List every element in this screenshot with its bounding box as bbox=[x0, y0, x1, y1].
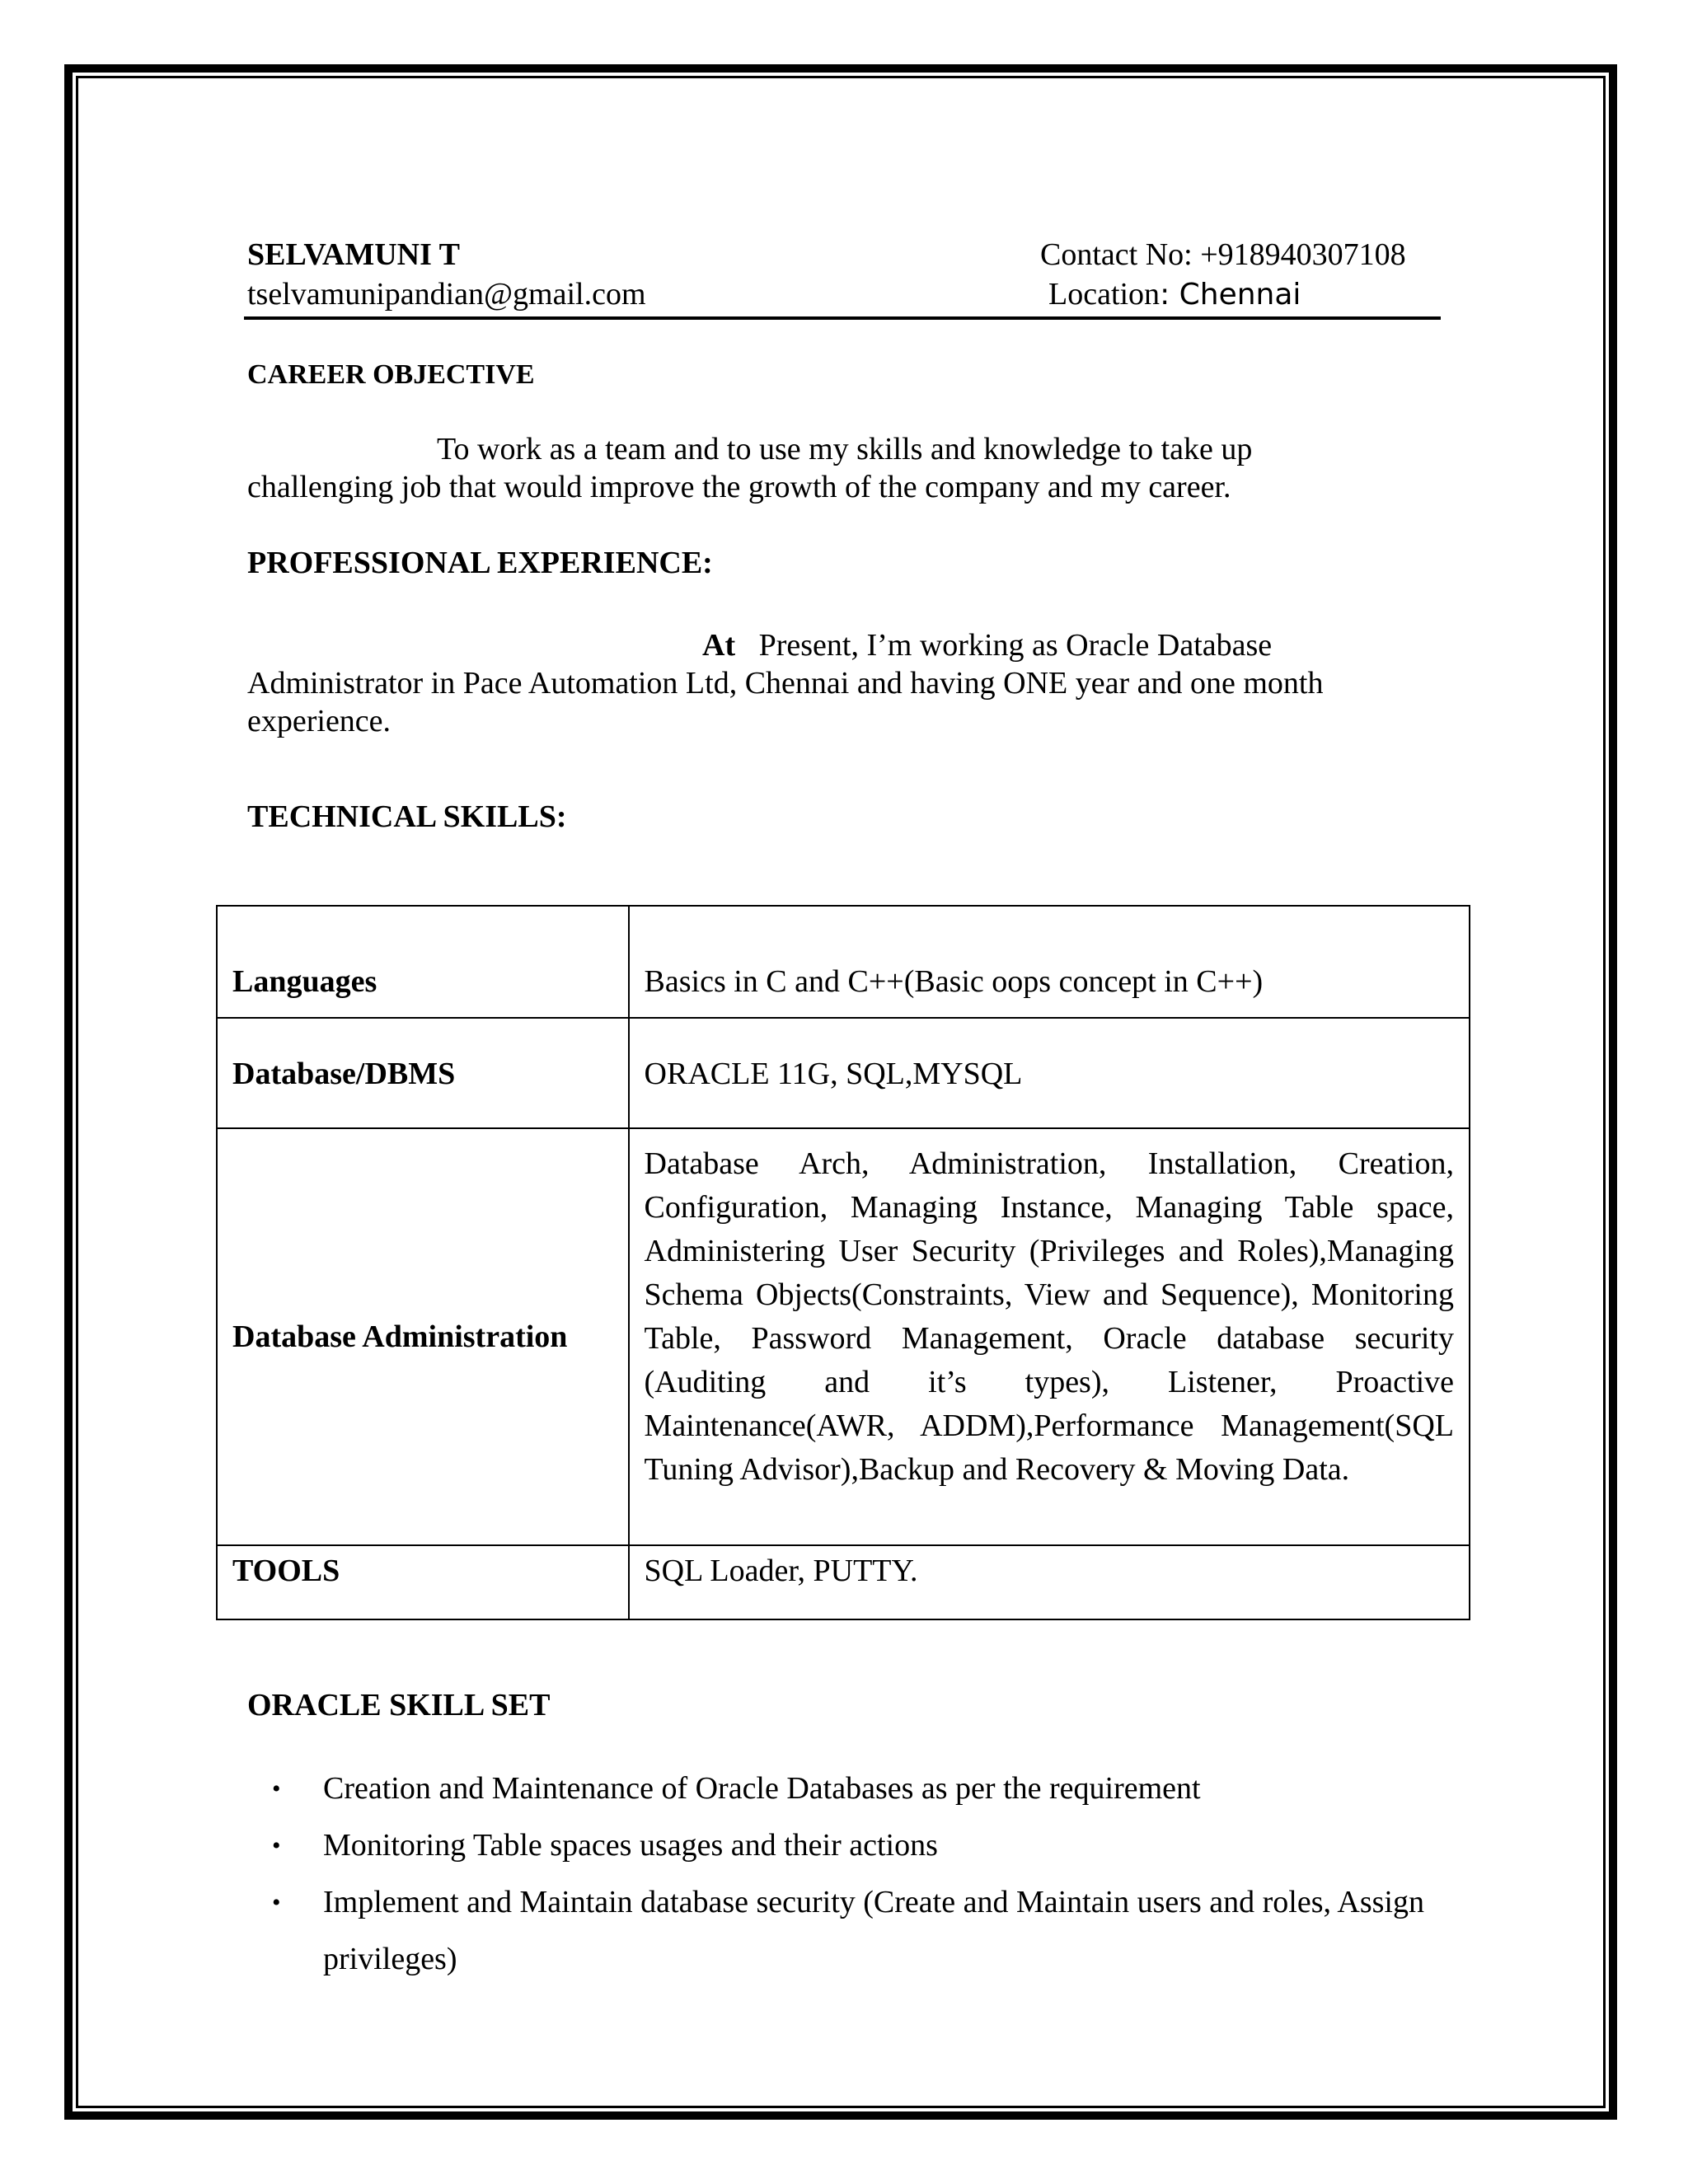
experience-line-2: Administrator in Pace Automation Ltd, Chennai and having ONE year and one month bbox=[247, 666, 1324, 701]
bullet-icon: • bbox=[272, 1832, 281, 1859]
skill-label: Database/DBMS bbox=[217, 1018, 629, 1128]
skill-label: TOOLS bbox=[217, 1545, 629, 1619]
table-row bbox=[217, 1128, 1470, 1545]
list-item bbox=[247, 1817, 1500, 1874]
bullet-icon: • bbox=[272, 1889, 281, 1916]
list-item-text: Implement and Maintain database security (Create and Maintain users and roles, Assign privileges) bbox=[323, 1885, 1424, 1976]
list-item bbox=[247, 1760, 1500, 1817]
location-label: Location bbox=[1048, 277, 1160, 312]
table-row bbox=[217, 906, 1470, 1018]
technical-skills-table bbox=[216, 905, 1470, 1620]
email-address: tselvamunipandian@gmail.com bbox=[247, 277, 646, 312]
oracle-skill-list bbox=[247, 1760, 1500, 1988]
skill-label: Database Administration bbox=[217, 1128, 629, 1545]
bullet-icon: • bbox=[272, 1775, 281, 1802]
experience-line-3: experience. bbox=[247, 704, 392, 738]
contact-number: Contact No: +918940307108 bbox=[1040, 237, 1406, 272]
skill-value: Basics in C and C++(Basic oops concept in C++) bbox=[629, 906, 1470, 1018]
technical-skills-heading: TECHNICAL SKILLS: bbox=[247, 799, 567, 834]
experience-line-1 bbox=[702, 626, 1272, 664]
table-row bbox=[217, 1545, 1470, 1619]
skill-value: ORACLE 11G, SQL,MYSQL bbox=[629, 1018, 1470, 1128]
skill-value: Database Arch, Administration, Installation, Creation, Configuration, Managing Instance, Managing Table space, Administering User Security (Privileges and Roles),Managing Schema Objects(Constraints, View and Sequence), Monitoring Table, Password Management, Oracle database security (Auditing and it’s types), Listener, Proactive Maintenance(AWR, ADDM),Performance Management(SQL Tuning Advisor),Backup and Recovery & Moving Data. bbox=[629, 1128, 1470, 1545]
experience-at: At bbox=[702, 628, 736, 663]
list-item-text: Creation and Maintenance of Oracle Databases as per the requirement bbox=[323, 1771, 1201, 1806]
career-objective-line-1: To work as a team and to use my skills and knowledge to take up bbox=[437, 432, 1253, 466]
skill-label: Languages bbox=[217, 906, 629, 1018]
skill-value: SQL Loader, PUTTY. bbox=[629, 1545, 1470, 1619]
list-item-text: Monitoring Table spaces usages and their actions bbox=[323, 1828, 938, 1863]
table-row bbox=[217, 1018, 1470, 1128]
header-divider bbox=[244, 316, 1441, 320]
list-item bbox=[247, 1874, 1500, 1988]
career-objective-heading: CAREER OBJECTIVE bbox=[247, 359, 535, 390]
location-value: : Chennai bbox=[1160, 278, 1301, 312]
oracle-skill-set-heading: ORACLE SKILL SET bbox=[247, 1688, 551, 1722]
professional-experience-heading: PROFESSIONAL EXPERIENCE: bbox=[247, 546, 713, 580]
location bbox=[1048, 275, 1301, 314]
experience-line-1-rest: Present, I’m working as Oracle Database bbox=[735, 628, 1273, 663]
career-objective-line-2: challenging job that would improve the growth of the company and my career. bbox=[247, 470, 1231, 504]
candidate-name: SELVAMUNI T bbox=[247, 237, 461, 272]
